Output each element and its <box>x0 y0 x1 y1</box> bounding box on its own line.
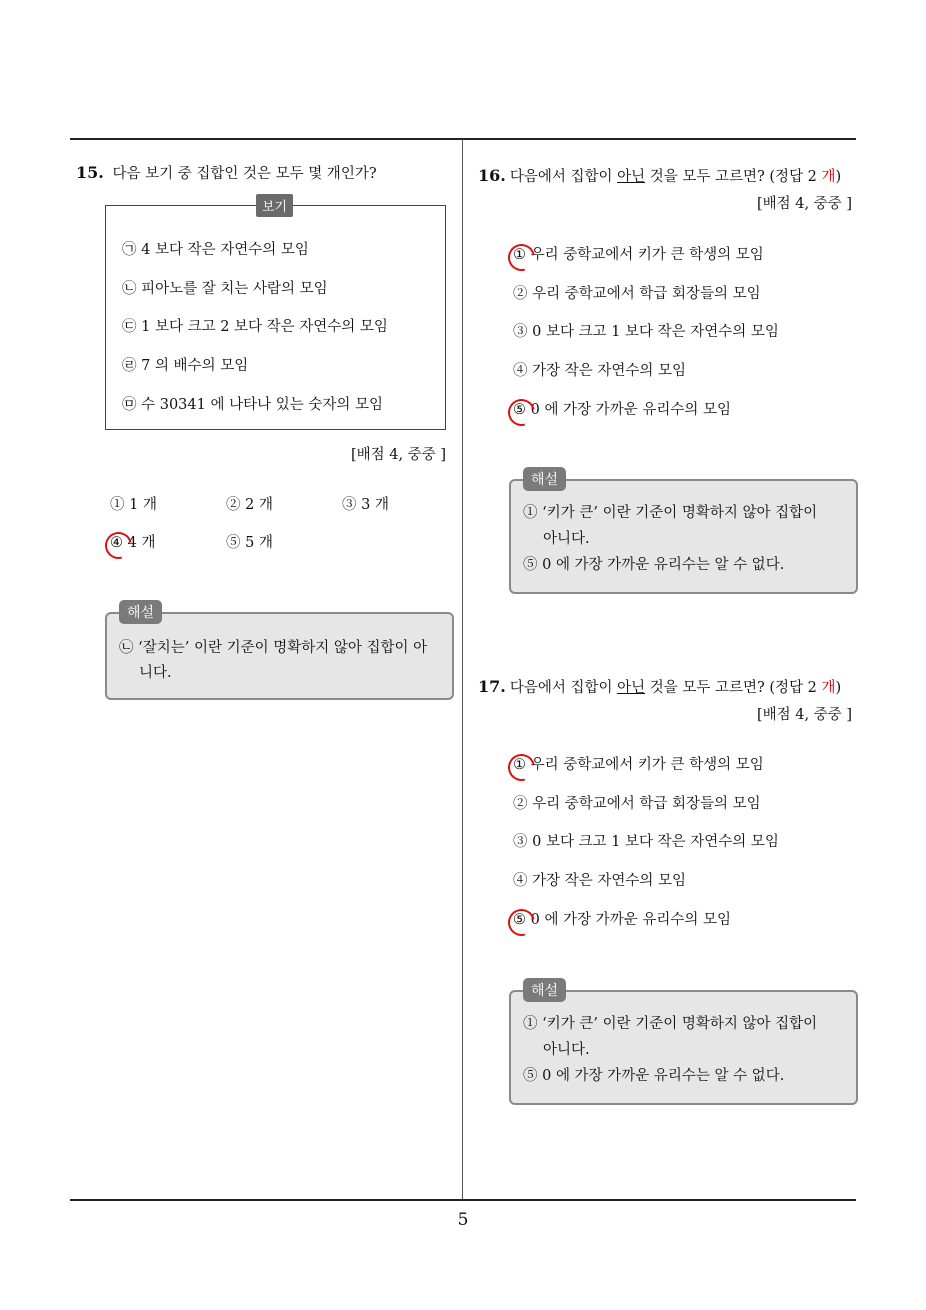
choice-text: 0 에 가장 가까운 유리수의 모임 <box>530 912 731 928</box>
choice-text: 우리 중학교에서 키가 큰 학생의 모임 <box>530 247 764 263</box>
q15-question <box>76 162 377 183</box>
q15-question-text: 다음 보기 중 집합인 것은 모두 몇 개인가? <box>112 166 377 182</box>
q17-question-text-2: 것을 모두 고르면? (정답 2 <box>645 680 822 696</box>
choice-text: 우리 중학교에서 키가 큰 학생의 모임 <box>530 757 764 773</box>
q17-choice-1[interactable] <box>513 753 764 774</box>
q16-question-underlined: 아닌 <box>617 169 646 185</box>
choice-number: ⑤ <box>513 402 526 418</box>
choice-number: ④ <box>513 873 528 889</box>
q16-explanation-line: 아니다. <box>543 531 590 547</box>
choice-number: ② <box>513 286 528 302</box>
q17-explanation-line: ⑤ 0 에 가장 가까운 유리수는 알 수 없다. <box>523 1068 785 1084</box>
q16-question-text: 다음에서 집합이 <box>509 169 618 185</box>
q17-choice-3[interactable] <box>513 830 779 851</box>
choice-text: 3 개 <box>361 497 389 513</box>
q17-explanation-line: ① ‘키가 큰’ 이란 기준이 명확하지 않아 집합이 <box>523 1016 818 1032</box>
q16-choice-1[interactable] <box>513 243 764 264</box>
q15-bogi-item: ㉣ 7 의 배수의 모임 <box>122 358 249 374</box>
choice-number: ① <box>513 757 526 773</box>
choice-number: ③ <box>342 497 357 513</box>
q17-choice-5[interactable] <box>513 908 731 929</box>
choice-number: ③ <box>513 834 528 850</box>
choice-number: ⑤ <box>513 912 526 928</box>
q15-choice-3[interactable] <box>342 493 389 514</box>
q15-choice-5[interactable] <box>226 531 273 552</box>
q16-question-text-2: 것을 모두 고르면? (정답 2 <box>645 169 822 185</box>
q15-bogi-item: ㉡ 피아노를 잘 치는 사람의 모임 <box>122 281 328 297</box>
q16-choice-5[interactable] <box>513 398 731 419</box>
q16-explanation-label: 해설 <box>523 467 566 491</box>
choice-text: 0 보다 크고 1 보다 작은 자연수의 모임 <box>532 324 779 340</box>
choice-number: ④ <box>513 363 528 379</box>
q16-choice-2[interactable] <box>513 282 761 303</box>
choice-text: 우리 중학교에서 학급 회장들의 모임 <box>532 796 761 812</box>
q16-question-end: ) <box>835 169 842 185</box>
choice-number: ③ <box>513 324 528 340</box>
q15-explanation-label: 해설 <box>119 600 162 624</box>
choice-number: ⑤ <box>226 535 241 551</box>
q17-choice-4[interactable] <box>513 869 686 890</box>
q16-explanation-line: ① ‘키가 큰’ 이란 기준이 명확하지 않아 집합이 <box>523 505 818 521</box>
q16-number: 16. <box>478 166 506 185</box>
q16-choice-3[interactable] <box>513 320 779 341</box>
choice-text: 가장 작은 자연수의 모임 <box>532 363 687 379</box>
q16-choice-4[interactable] <box>513 359 686 380</box>
q17-question-underlined: 아닌 <box>617 680 646 696</box>
page-number: 5 <box>457 1210 469 1230</box>
q15-explanation-line: ㉡ ‘잘치는’ 이란 기준이 명확하지 않아 집합이 아 <box>119 640 428 656</box>
q17-question-end: ) <box>835 680 842 696</box>
q17-explanation-line: 아니다. <box>543 1042 590 1058</box>
q15-explanation-box <box>105 605 454 700</box>
q15-choice-1[interactable] <box>110 493 157 514</box>
q15-choice-2[interactable] <box>226 493 273 514</box>
q16-choice-1-answer-mark <box>513 247 526 263</box>
q17-number: 17. <box>478 677 506 696</box>
top-rule <box>70 138 856 140</box>
q17-choice-1-answer-mark <box>513 757 526 773</box>
q16-meta: [배점 4, 중중 ] <box>756 196 852 212</box>
q16-explanation-line: ⑤ 0 에 가장 가까운 유리수는 알 수 없다. <box>523 557 785 573</box>
q17-meta: [배점 4, 중중 ] <box>756 707 852 723</box>
q17-question-red: 개 <box>821 680 836 696</box>
q15-choice-4-answer-mark <box>110 535 123 551</box>
q15-number: 15. <box>76 163 104 182</box>
choice-number: ② <box>513 796 528 812</box>
q16-choice-5-answer-mark <box>513 402 526 418</box>
q15-choice-4[interactable] <box>110 531 155 552</box>
choice-text: 2 개 <box>245 497 273 513</box>
choice-text: 0 보다 크고 1 보다 작은 자연수의 모임 <box>532 834 779 850</box>
q15-bogi-label: 보기 <box>256 194 293 217</box>
q17-choice-2[interactable] <box>513 792 761 813</box>
q15-meta: [배점 4, 중중 ] <box>350 447 446 463</box>
choice-number: ② <box>226 497 241 513</box>
choice-number: ④ <box>110 535 123 551</box>
q16-explanation-box <box>509 472 858 594</box>
q17-question-text: 다음에서 집합이 <box>509 680 618 696</box>
choice-text: 4 개 <box>127 535 156 551</box>
choice-number: ① <box>513 247 526 263</box>
choice-text: 우리 중학교에서 학급 회장들의 모임 <box>532 286 761 302</box>
q17-explanation-label: 해설 <box>523 978 566 1002</box>
column-divider <box>462 139 463 1201</box>
q15-explanation-line: 니다. <box>139 665 172 681</box>
q15-bogi-item: ㉢ 1 보다 크고 2 보다 작은 자연수의 모임 <box>122 319 388 335</box>
choice-text: 5 개 <box>245 535 273 551</box>
q17-choice-5-answer-mark <box>513 912 526 928</box>
q17-question <box>478 676 841 697</box>
q16-question <box>478 165 841 186</box>
q17-explanation-box <box>509 983 858 1105</box>
choice-text: 가장 작은 자연수의 모임 <box>532 873 687 889</box>
choice-text: 0 에 가장 가까운 유리수의 모임 <box>530 402 731 418</box>
q15-bogi-box <box>105 200 446 430</box>
q15-bogi-item: ㉠ 4 보다 작은 자연수의 모임 <box>122 242 309 258</box>
q16-question-red: 개 <box>821 169 836 185</box>
q15-bogi-item: ㉤ 수 30341 에 나타나 있는 숫자의 모임 <box>122 397 383 413</box>
choice-text: 1 개 <box>129 497 157 513</box>
bottom-rule <box>70 1199 856 1201</box>
choice-number: ① <box>110 497 125 513</box>
